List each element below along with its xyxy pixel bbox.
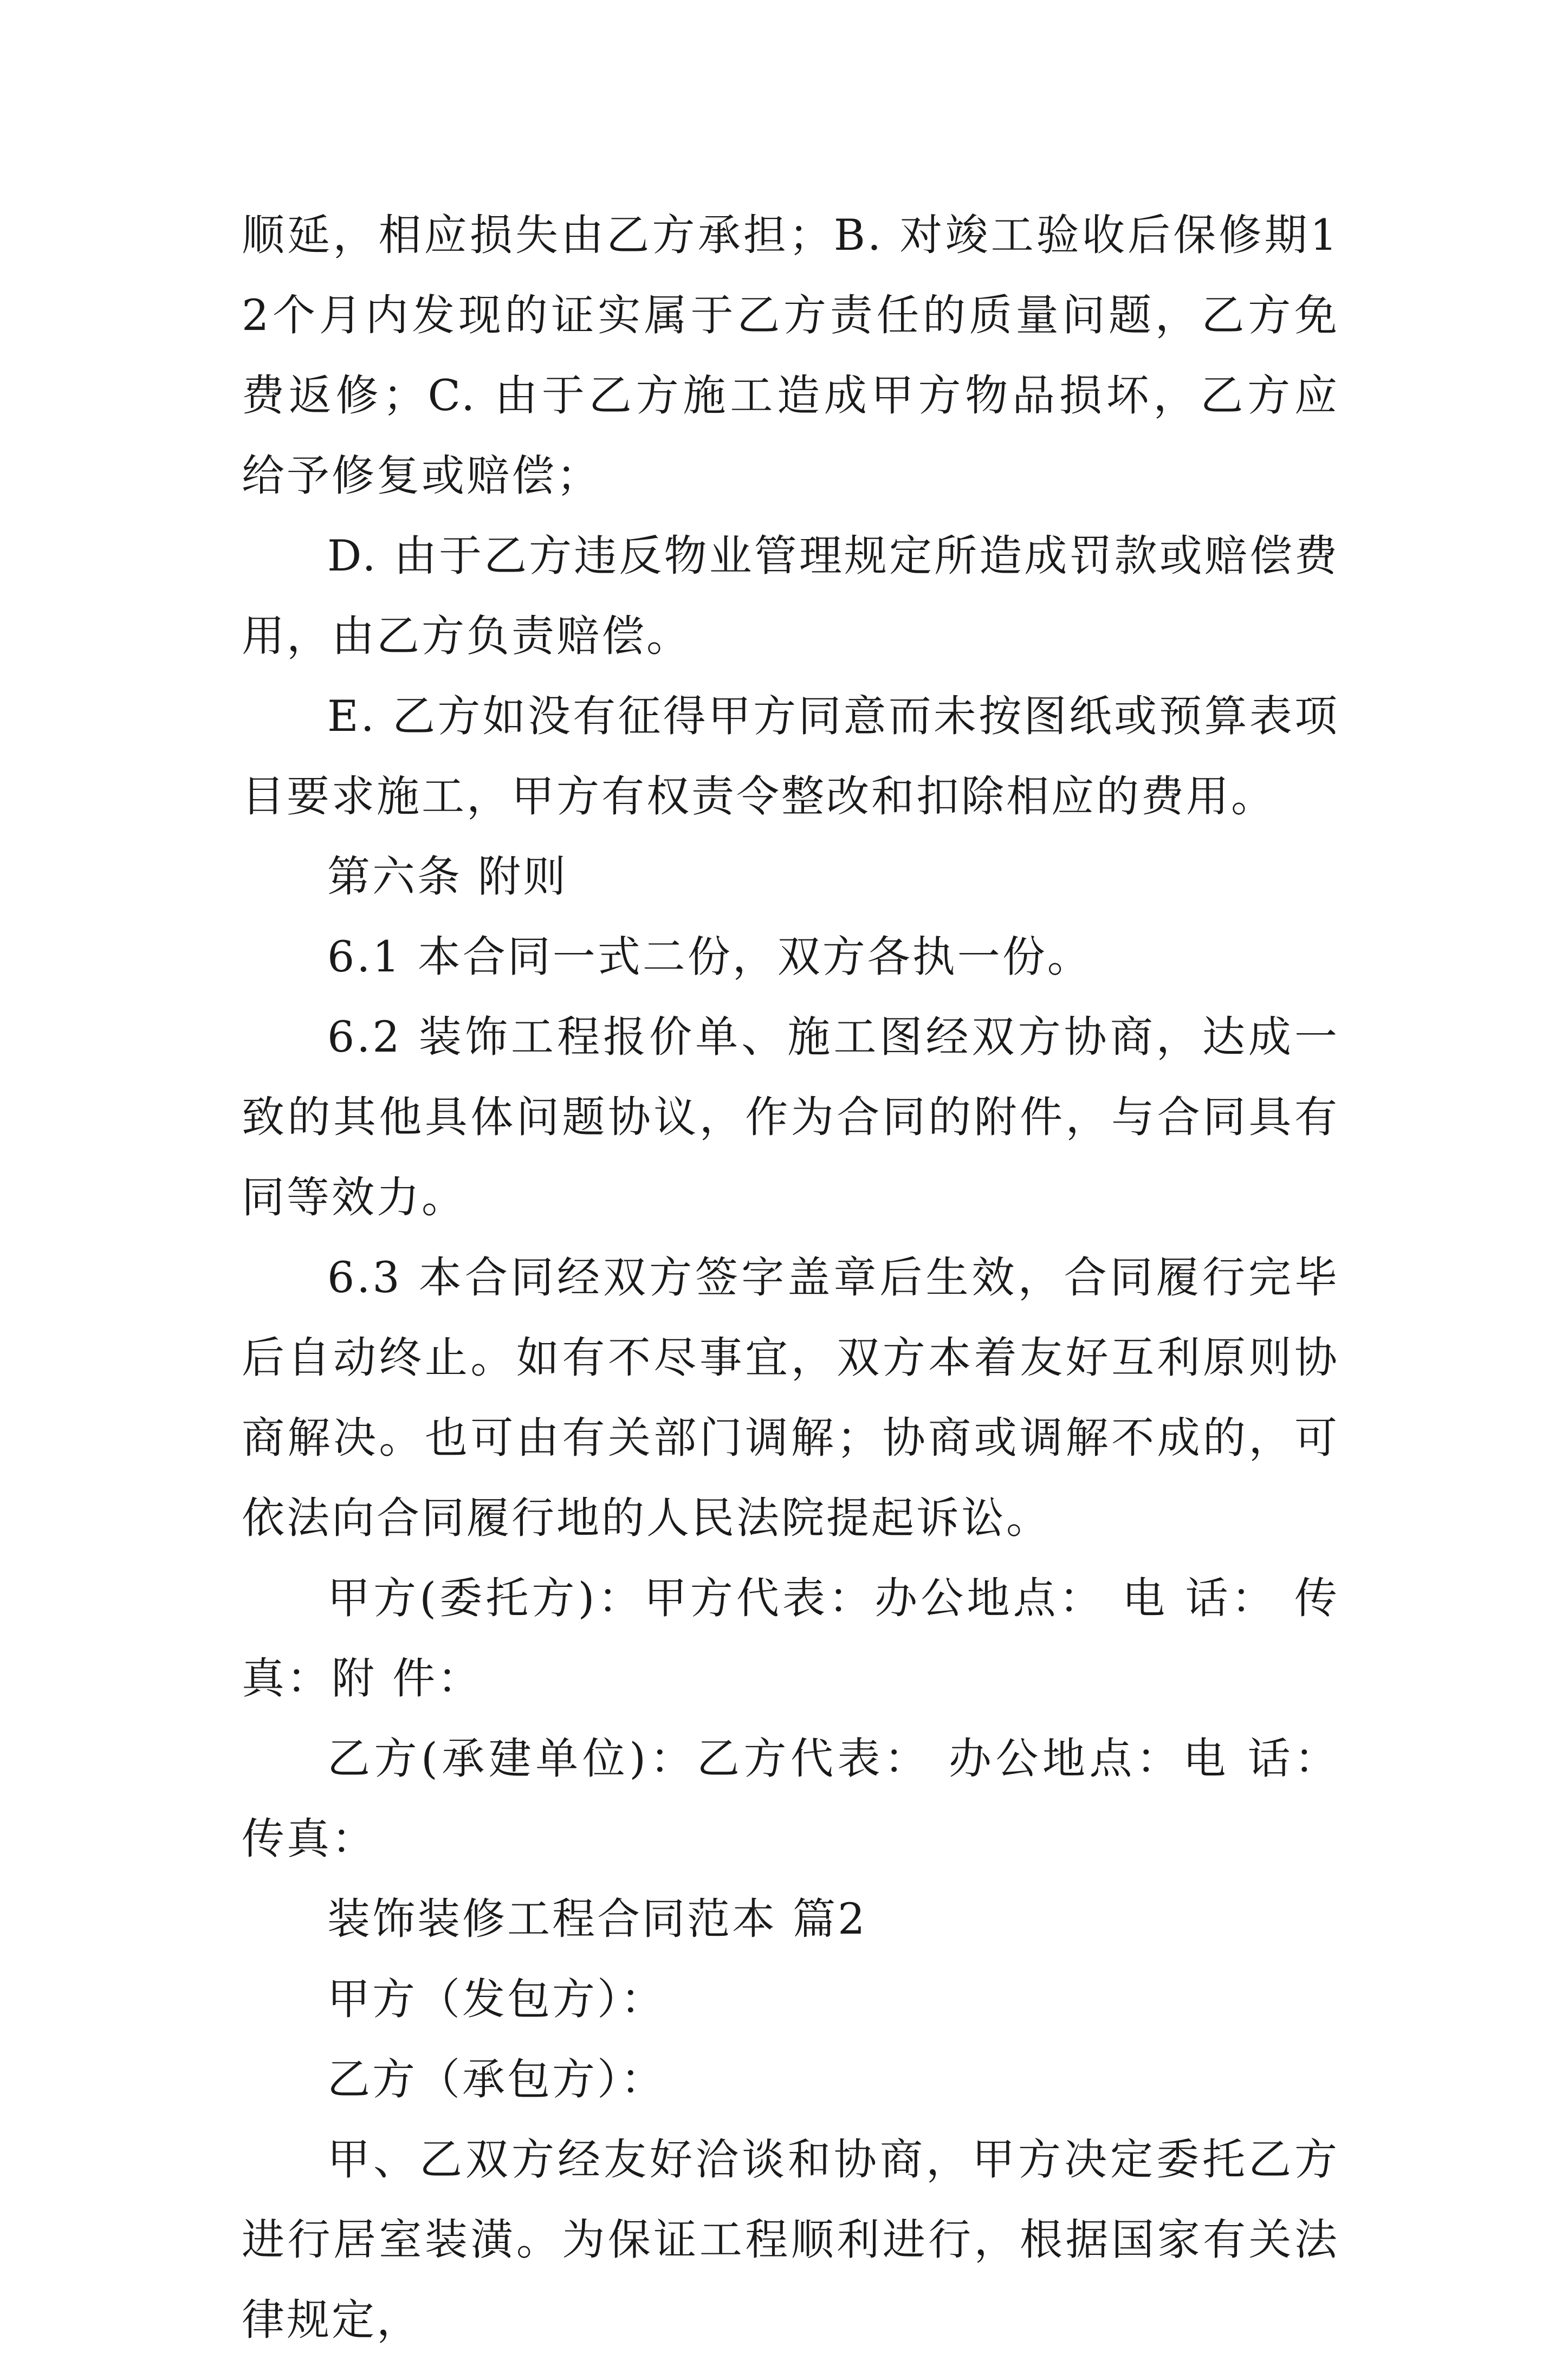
- paragraph-6-1: 6.1 本合同一式二份，双方各执一份。: [327, 932, 1092, 982]
- contract-template-title: 装饰装修工程合同范本 篇2: [327, 1894, 867, 1944]
- paragraph-6-2: 6.2 装饰工程报价单、施工图经双方协商，达成一致的其他具体问题协议，作为合同的附件，与合同具有同等效力。: [242, 1012, 1339, 1222]
- party-b-line: 乙方（承包方）：: [327, 2054, 666, 2104]
- party-b-signature-block: 乙方(承建单位)：乙方代表： 办公地点：电 话： 传真：: [242, 1734, 1339, 1864]
- paragraph-clause-d: D. 由于乙方违反物业管理规定所造成罚款或赔偿费用，由乙方负责赔偿。: [242, 531, 1339, 661]
- party-a-signature-block: 甲方(委托方)：甲方代表：办公地点： 电 话： 传 真：附 件：: [242, 1573, 1339, 1703]
- party-a-line: 甲方（发包方）：: [327, 1974, 666, 2024]
- paragraph-6-3: 6.3 本合同经双方签字盖章后生效，合同履行完毕后自动终止。如有不尽事宜，双方本着友好互利原则协商解决。也可由有关部门调解；协商或调解不成的，可依法向合同履行地的人民法院提起诉讼。: [242, 1253, 1339, 1543]
- paragraph-preamble: 甲、乙双方经友好洽谈和协商，甲方决定委托乙方进行居室装潢。为保证工程顺利进行，根据国家有关法律规定，: [242, 2135, 1339, 2345]
- paragraph-warranty-clauses: 顺延，相应损失由乙方承担；B. 对竣工验收后保修期12个月内发现的证实属于乙方责任的质量问题，乙方免费返修；C. 由于乙方施工造成甲方物品损坏，乙方应给予修复或赔偿；: [242, 210, 1339, 501]
- document-body: [242, 195, 1339, 2360]
- paragraph-clause-e: E. 乙方如没有征得甲方同意而未按图纸或预算表项目要求施工，甲方有权责令整改和扣除相应的费用。: [242, 691, 1339, 821]
- section-heading-article-6: 第六条 附则: [327, 852, 568, 902]
